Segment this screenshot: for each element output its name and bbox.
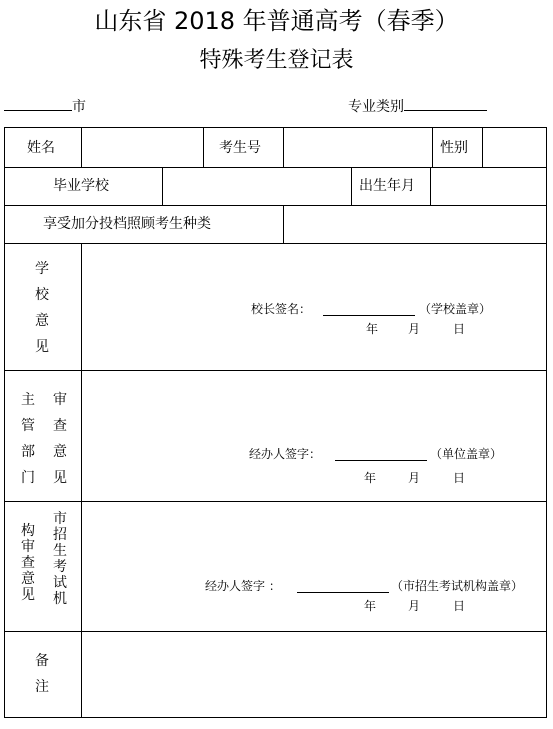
- bonus-category-label: 享受加分投档照顾考生种类: [43, 216, 211, 232]
- date-day: 日: [453, 322, 466, 336]
- remarks-label: 备注: [35, 653, 49, 695]
- school-input[interactable]: [166, 169, 346, 203]
- dept-label-left: 主管部门: [21, 392, 35, 486]
- remarks-input[interactable]: [85, 634, 542, 714]
- exam-handler-signature-line[interactable]: [297, 592, 389, 593]
- date-month: 月: [408, 471, 421, 485]
- date-day: 日: [453, 599, 466, 613]
- row-divider: [5, 370, 546, 371]
- birth-label: 出生年月: [359, 178, 415, 194]
- city-blank[interactable]: [4, 95, 72, 111]
- col-divider: [351, 167, 352, 205]
- form-title: 山东省 2018 年普通高考（春季）: [94, 7, 459, 35]
- gender-input[interactable]: [486, 130, 542, 164]
- col-divider: [162, 167, 163, 205]
- date-year: 年: [364, 471, 377, 485]
- col-divider: [432, 128, 433, 167]
- exam-org-label-left: 构审查意见: [21, 523, 35, 603]
- handler-signature-label: 经办人签字：: [249, 447, 322, 461]
- dept-label-right: 审查意见: [53, 392, 67, 486]
- row-divider: [5, 205, 546, 206]
- col-divider: [482, 128, 483, 167]
- row-divider: [5, 243, 546, 244]
- bonus-category-input[interactable]: [287, 207, 542, 241]
- school-opinion-label: 学校意见: [35, 261, 49, 355]
- principal-signature-line[interactable]: [323, 315, 415, 316]
- major-category-field: [348, 95, 487, 117]
- gender-label: 性别: [440, 140, 468, 156]
- city-suffix: 市: [72, 99, 86, 115]
- school-seal-label: （学校盖章）: [419, 302, 492, 316]
- name-input[interactable]: [85, 130, 199, 164]
- city-field: [4, 95, 86, 117]
- date-day: 日: [453, 471, 466, 485]
- school-label: 毕业学校: [53, 178, 109, 194]
- principal-signature-label: 校长签名：: [251, 302, 312, 316]
- date-month: 月: [408, 322, 421, 336]
- row-divider: [5, 631, 546, 632]
- date-year: 年: [364, 599, 377, 613]
- exam-org-seal-label: （市招生考试机构盖章）: [391, 579, 524, 593]
- date-month: 月: [408, 599, 421, 613]
- col-divider: [81, 243, 82, 717]
- exam-no-label: 考生号: [219, 140, 261, 156]
- birth-input[interactable]: [434, 169, 542, 203]
- major-category-blank[interactable]: [404, 95, 487, 111]
- date-year: 年: [366, 322, 379, 336]
- name-label: 姓名: [27, 140, 55, 156]
- exam-org-label-right: 市招生考试机: [53, 511, 67, 607]
- form-subtitle: 特殊考生登记表: [199, 48, 354, 73]
- exam-no-input[interactable]: [287, 130, 427, 164]
- col-divider: [203, 128, 204, 167]
- col-divider: [283, 128, 284, 167]
- major-category-label: 专业类别: [348, 99, 404, 115]
- row-divider: [5, 501, 546, 502]
- registration-table: [4, 127, 547, 718]
- col-divider: [430, 167, 431, 205]
- row-divider: [5, 167, 546, 168]
- handler-signature-line[interactable]: [335, 460, 427, 461]
- col-divider: [283, 205, 284, 243]
- col-divider: [81, 128, 82, 167]
- dept-seal-label: （单位盖章）: [430, 447, 503, 461]
- exam-handler-signature-label: 经办人签字 ：: [205, 579, 281, 593]
